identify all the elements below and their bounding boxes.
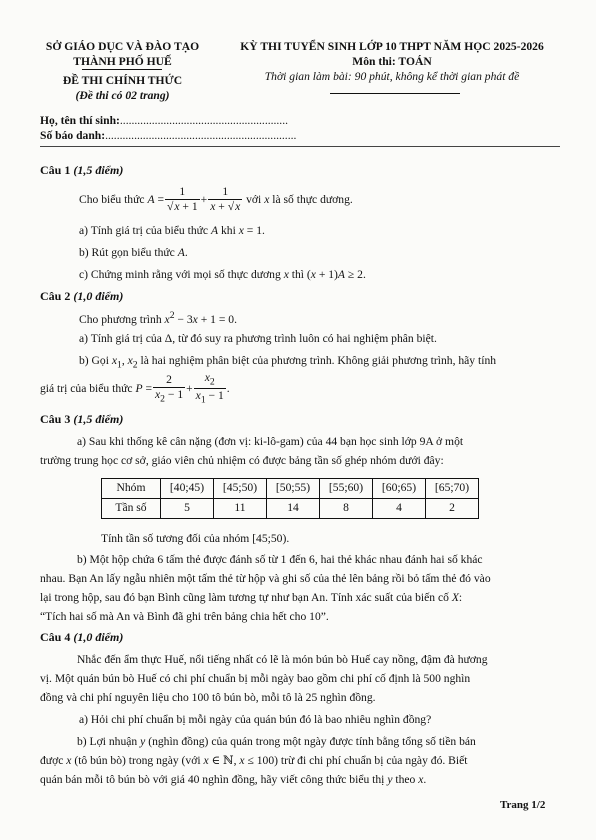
q4-title: Câu 4 (1,0 điểm) [40,630,124,644]
q3-title: Câu 3 (1,5 điểm) [40,412,124,426]
q4-b-line2: được x (tô bún bò) trong ngày (với x ∈ ℕ, x ≤ 100) trừ đi chi phí chuẩn bị của ngày đó. Biết [40,754,468,767]
department-line: SỞ GIÁO DỤC VÀ ĐÀO TẠO [45,40,200,53]
table-cell: Tần số [102,499,161,519]
table-cell: [55;60) [320,479,373,499]
q2-b-line2: giá trị của biểu thức P = $\frac{2}{x_2 - 1}$ + $\frac{x_2}{x_1 - 1}$ . [40,371,230,406]
table-cell: [45;50) [214,479,267,499]
table-cell: 11 [214,499,267,519]
q1-title: Câu 1 (1,5 điểm) [40,163,124,177]
fraction-1: $\frac{1}{√x + 1}$ [166,185,198,214]
page-number: Trang 1/2 [500,799,546,811]
q2-a: a) Tính giá trị của Δ, từ đó suy ra phương trình luôn có hai nghiệm phân biệt. [79,332,437,345]
info-divider [40,146,560,147]
official-label: ĐỀ THI CHÍNH THỨC (Đề thi có 02 trang) [62,74,183,102]
q4-b-line3: quán bán mỗi tô bún bò với giá 40 nghìn đồng, hãy viết công thức biểu thị y theo x. [40,773,427,786]
q4-para-line1: Nhắc đến ẩm thực Huế, nổi tiếng nhất có lẽ là món bún bò Huế cay nồng, đậm đà hương [77,653,488,666]
exam-header [222,40,562,84]
fraction-p1: $\frac{2}{x_2 - 1}$ [155,372,184,404]
table-cell: [65;70) [426,479,479,499]
q3-b-line2: nhau. Bạn An lấy ngẫu nhiên một tấm thẻ từ hộp và ghi số của thẻ lên bảng rồi bỏ tấm thẻ đó vào [40,572,491,585]
table-cell: 14 [267,499,320,519]
sbd-field[interactable]: .................................................................. [105,128,297,142]
table-cell: 4 [373,499,426,519]
table-cell: [50;55) [267,479,320,499]
q4-para-line3: đồng và chi phí nguyên liệu cho 100 tô bún bò, mỗi tô là 25 nghìn đồng. [40,691,376,704]
q4-b-line1: b) Lợi nhuận y (nghìn đồng) của quán trong một ngày được tính bằng tổng số tiền bán [77,735,476,748]
table-cell: Nhóm [102,479,161,499]
subject-line: Môn thi: TOÁN [352,54,432,68]
table-cell: [40;45) [161,479,214,499]
fraction-2: $\frac{1}{x + √x}$ [210,185,241,214]
table-cell: 5 [161,499,214,519]
table-row [102,479,479,499]
q3-b-line3: lại trong hộp, sau đó bạn Bình cũng làm tương tự như bạn An. Tính xác suất của biến cố X: [40,591,463,604]
q3-b-line4: “Tích hai số mà An và Bình đã ghi trên bảng chia hết cho 10”. [40,610,329,623]
q4-para-line2: vị. Một quán bún bò Huế có chi phí chuẩn bị mỗi ngày bao gồm chi phí cố định là 500 nghìn [40,672,471,685]
q3-a-line1: a) Sau khi thống kê cân nặng (đơn vị: ki-lô-gam) của 44 bạn học sinh lớp 9A ở một [77,435,464,448]
q2-b: b) Gọi $x_1$, $x_2$ là hai nghiệm phân biệt của phương trình. Không giải phương trình, hãy tính [79,354,497,371]
exam-title: KỲ THI TUYỂN SINH LỚP 10 THPT NĂM HỌC 2025-2026 [240,40,544,53]
department-name [40,40,205,70]
q1-intro: Cho biểu thức A = $\frac{1}{√x + 1}$ + $\frac{1}{x + √x}$ với x là số thực dương. [79,185,353,214]
candidate-info: Họ, tên thí sinh:.......................................................... Số báo danh:.................................................................. [40,114,297,142]
name-field[interactable]: .......................................................... [119,114,288,127]
q3-a-line2: trường trung học cơ sở, giáo viên chủ nhiệm có được bảng tần số ghép nhóm dưới đây: [40,454,444,467]
city-line: THÀNH PHỐ HUẾ [73,54,172,68]
q1-a: a) Tính giá trị của biểu thức A khi x = 1. [79,224,265,237]
table-cell: 8 [320,499,373,519]
time-line: Thời gian làm bài: 90 phút, không kể thời gian phát đề [264,69,520,83]
q1-c: c) Chứng minh rằng với mọi số thực dương x thì (x + 1)A ≥ 2. [79,268,366,281]
table-cell: 2 [426,499,479,519]
fraction-p2: $\frac{x_2}{x_1 - 1}$ [195,371,224,406]
q2-title: Câu 2 (1,0 điểm) [40,289,124,303]
q3-b-line1: b) Một hộp chứa 6 tấm thẻ được đánh số từ 1 đến 6, hai thẻ khác nhau đánh hai số khác [77,553,483,566]
q3-a-ask: Tính tần số tương đối của nhóm [45;50). [101,532,290,545]
header-rule-right [330,93,460,94]
table-row [102,499,479,519]
table-cell: [60;65) [373,479,426,499]
header-rule-left [82,69,162,70]
q1-b: b) Rút gọn biểu thức A. [79,246,188,259]
q2-intro: Cho phương trình $x^2 - 3x + 1 = 0$. [79,310,237,326]
frequency-table [101,478,479,519]
q4-a: a) Hỏi chi phí chuẩn bị mỗi ngày của quán bún đó là bao nhiêu nghìn đồng? [79,713,432,726]
